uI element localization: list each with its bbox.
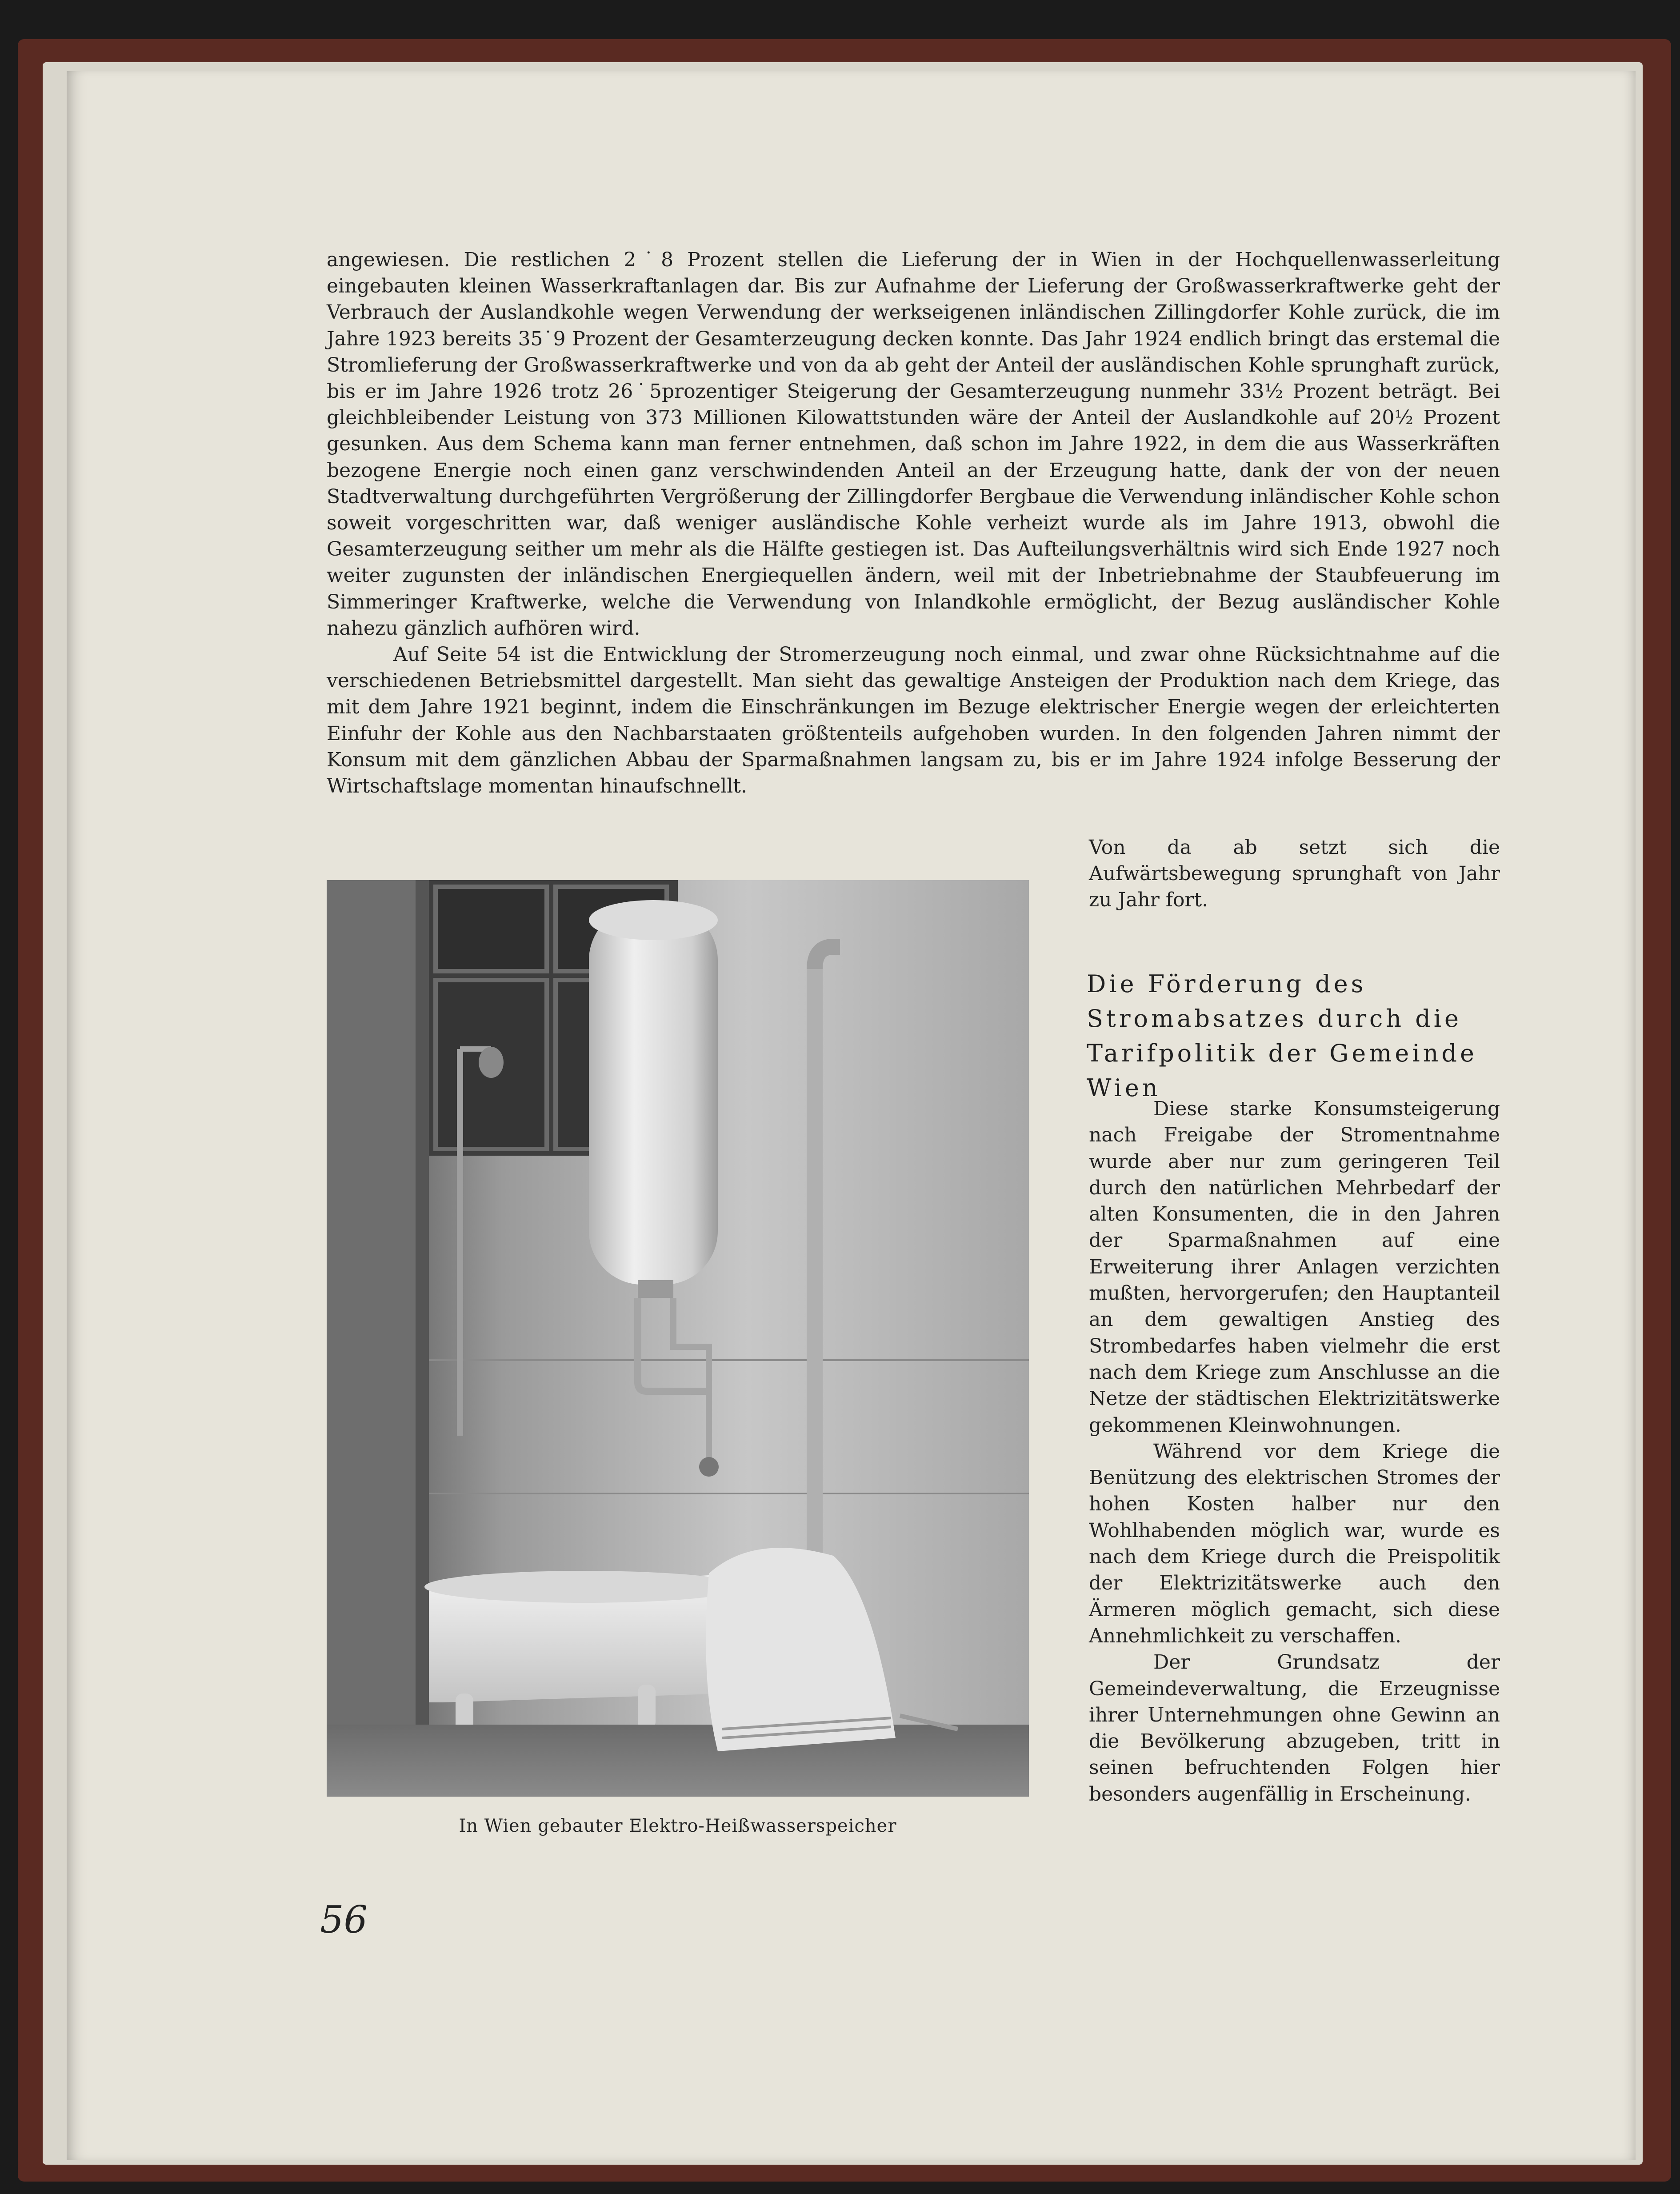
side-paragraph-2: Während vor dem Kriege die Benützung des elektrischen Stromes der hohen Kosten halber nur den Wohlhabenden möglich war, wurde es nach dem Kriege durch die Preispolitik der Elektrizitätswerke auch den Ärmeren möglich gemacht, sich diese Annehmlichkeit zu verschaffen. — [1089, 1440, 1500, 1647]
main-text — [327, 247, 1500, 799]
page-number: 56 — [320, 1898, 368, 1942]
section-heading: Die Förderung des Stromabsatzes durch die Tarifpolitik der Gemeinde Wien — [1087, 970, 1477, 1102]
side-paragraph-1: Diese starke Konsumsteigerung nach Freigabe der Stromentnahme wurde aber nur zum geringeren Teil durch den natürlichen Mehrbedarf der alten Konsumenten, die in den Jahren der Sparmaßnahmen auf eine Erweiterung ihrer Anlagen verzichten mußten, hervorgerufen; den Hauptanteil an dem gewaltigen Anstieg des Strombedarfes haben vielmehr die erst nach dem Kriege zum Anschlusse an die Netze der städtischen Elektrizitätswerke gekommenen Kleinwohnungen. — [1089, 1097, 1500, 1437]
side-continuation — [1089, 834, 1500, 913]
side-column-text — [1089, 1096, 1500, 1807]
main-paragraph-1: angewiesen. Die restlichen 2˙8 Prozent stellen die Lieferung der in Wien in der Hochquellenwasserleitung eingebauten kleinen Wasserkraftanlagen dar. Bis zur Aufnahme der Lieferung der Großwasserkraftwerke geht der Verbrauch der Auslandkohle wegen Verwendung der werkseigenen inländischen Zillingdorfer Kohle zurück, die im Jahre 1923 bereits 35˙9 Prozent der Gesamterzeugung decken konnte. Das Jahr 1924 endlich bringt das erstemal die Stromlieferung der Großwasserkraftwerke und von da ab geht der Anteil der ausländischen Kohle sprunghaft zurück, bis er im Jahre 1926 trotz 26˙5prozentiger Steigerung der Gesamterzeugung nunmehr 33½ Prozent beträgt. Bei gleichbleibender Leistung von 373 Millionen Kilowattstunden wäre der Anteil der Auslandkohle auf 20½ Prozent gesunken. Aus dem Schema kann man ferner entnehmen, daß schon im Jahre 1922, in dem die aus Wasserkräften bezogene Energie noch einen ganz verschwindenden Anteil an der Erzeugung hatte, dank der von der neuen Stadtverwaltung durchgeführten Vergrößerung der Zillingdorfer Bergbaue die Verwendung inländischer Kohle schon soweit vorgeschritten war, daß weniger ausländische Kohle verheizt wurde als im Jahre 1913, obwohl die Gesamterzeugung seither um mehr als die Hälfte gestiegen ist. Das Aufteilungsverhältnis wird sich Ende 1927 noch weiter zugunsten der inländischen Energiequellen ändern, weil mit der Inbetriebnahme der Staubfeuerung im Simmeringer Kraftwerke, welche die Verwendung von Inlandkohle ermöglicht, der Bezug ausländischer Kohle nahezu gänzlich aufhören wird. — [327, 248, 1500, 640]
figure-caption: In Wien gebauter Elektro-Heißwasserspeicher — [459, 1816, 897, 1836]
side-paragraph-3: Der Grundsatz der Gemeindeverwaltung, die Erzeugnisse ihrer Unternehmungen ohne Gewinn an die Bevölkerung abzugeben, tritt in seinen befruchtenden Folgen hier besonders augenfällig in Erscheinung. — [1089, 1651, 1500, 1806]
side-continuation-text: Von da ab setzt sich die Aufwärtsbewegung sprunghaft von Jahr zu Jahr fort. — [1089, 836, 1500, 911]
main-paragraph-2: Auf Seite 54 ist die Entwicklung der Stromerzeugung noch einmal, und zwar ohne Rücksichtnahme auf die verschiedenen Betriebsmittel dargestellt. Man sieht das gewaltige Ansteigen der Produktion nach dem Kriege, das mit dem Jahre 1921 beginnt, indem die Einschränkungen im Bezuge elektrischer Energie wegen der erleichterten Einfuhr der Kohle aus den Nachbarstaaten größtenteils aufgehoben wurden. In den folgenden Jahren nimmt der Konsum mit dem gänzlichen Abbau der Sparmaßnahmen langsam zu, bis er im Jahre 1924 infolge Besserung der Wirtschaftslage momentan hinaufschnellt. — [327, 643, 1500, 798]
water-heater-illustration — [327, 880, 1029, 1797]
water-heater-photo — [327, 880, 1029, 1797]
